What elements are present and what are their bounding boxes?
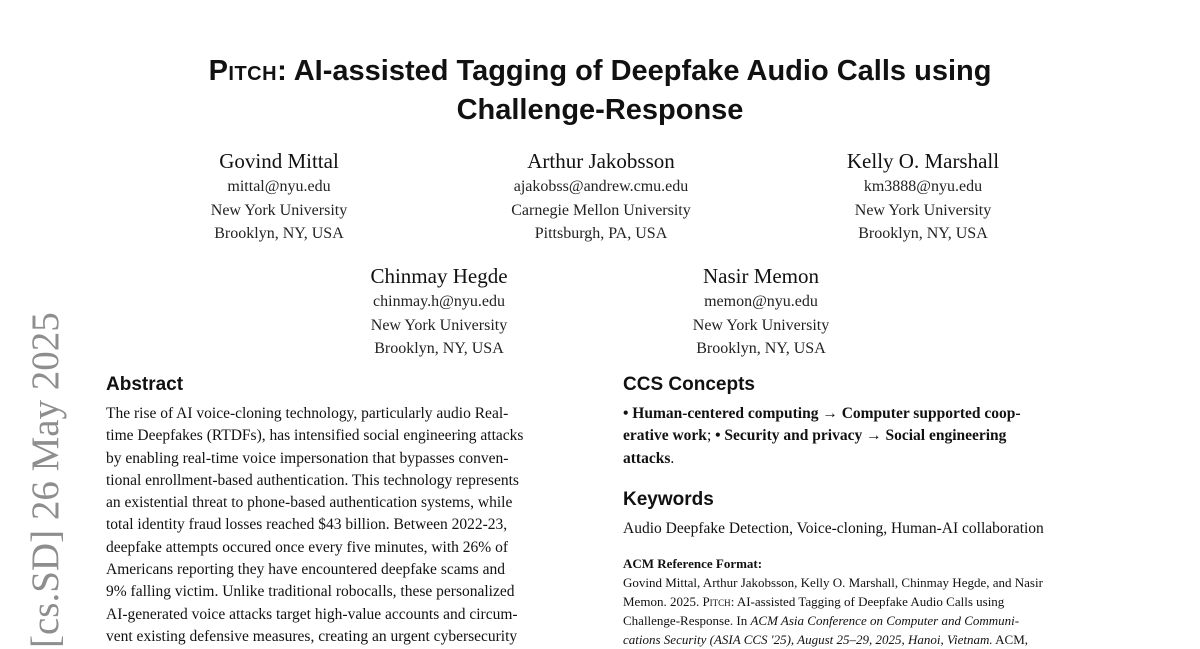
ccs-separator: ; <box>706 427 716 445</box>
title-line-2: Challenge-Response <box>456 94 744 126</box>
acm-reference-line <box>623 611 1109 630</box>
abstract-line: tional enrollment-based authentication. This technology represents <box>106 471 519 489</box>
acm-reference-line <box>623 592 1109 611</box>
keywords-heading: Keywords <box>623 489 714 510</box>
abstract-line: deepfake attempts occured once every five minutes, with 26% of <box>106 538 508 556</box>
author-name: Arthur Jakobsson <box>527 149 675 173</box>
author-name: Nasir Memon <box>702 264 820 288</box>
acm-reference-line: Govind Mittal, Arthur Jakobsson, Kelly O. Marshall, Chinmay Hegde, and Nasir <box>623 575 1043 590</box>
acm-text: : AI-assisted Tagging of Deepfake Audio Calls using <box>730 594 1005 609</box>
author-name: Chinmay Hegde <box>370 264 508 288</box>
author-name: Govind Mittal <box>219 149 339 173</box>
author-affiliation: Carnegie Mellon University <box>511 201 691 219</box>
abstract-line: vent existing defensive measures, creating an urgent cybersecurity <box>106 627 518 645</box>
acm-reference <box>623 554 1109 649</box>
abstract-line: total identity fraud losses reached $43 billion. Between 2022-23, <box>106 516 508 534</box>
acm-system-name: Pitch <box>702 594 731 609</box>
author-location: Brooklyn, NY, USA <box>374 340 504 357</box>
abstract-line: by enabling real-time voice impersonation that bypasses conven- <box>106 449 509 467</box>
author-affiliation: New York University <box>210 201 348 219</box>
author-location: Pittsburgh, PA, USA <box>534 225 668 242</box>
ccs-term: • Security and privacy → Social engineering <box>715 427 1007 445</box>
author-affiliation: New York University <box>854 201 992 219</box>
acm-reference-line <box>623 630 1109 649</box>
ccs-heading: CCS Concepts <box>623 374 755 395</box>
author-block <box>611 263 911 361</box>
ccs-period: . <box>670 449 675 467</box>
keywords-text: Audio Deepfake Detection, Voice-cloning, Human-AI collaboration <box>623 520 1044 537</box>
author-block <box>129 148 429 246</box>
author-block <box>289 263 589 361</box>
acm-text: Challenge-Response. In <box>623 613 751 628</box>
author-block <box>773 148 1073 246</box>
author-email: memon@nyu.edu <box>704 293 818 310</box>
acm-venue: ACM Asia Conference on Computer and Communi- <box>750 613 1020 628</box>
author-location: Brooklyn, NY, USA <box>214 225 344 242</box>
ccs-term: erative work <box>623 427 707 445</box>
author-affiliation: New York University <box>370 316 508 334</box>
author-email: chinmay.h@nyu.edu <box>373 293 505 310</box>
abstract-line: 9% falling victim. Unlike traditional robocalls, these personalized <box>106 583 515 601</box>
title-rest: : AI-assisted Tagging of Deepfake Audio Calls using <box>277 55 992 87</box>
acm-text: Memon. 2025. <box>623 594 703 609</box>
abstract-line: an existential threat to phone-based authentication systems, while <box>106 494 513 512</box>
author-name: Kelly O. Marshall <box>846 149 1000 173</box>
paper-title <box>100 52 1100 130</box>
abstract-heading: Abstract <box>106 374 184 395</box>
ccs-term: attacks <box>623 449 671 467</box>
title-line-1 <box>100 52 1100 91</box>
author-location: Brooklyn, NY, USA <box>858 225 988 242</box>
arxiv-stamp: [cs.SD] 26 May 2025 <box>24 312 67 648</box>
author-email: ajakobss@andrew.cmu.edu <box>513 178 689 195</box>
abstract-line: AI-generated voice attacks target high-value accounts and circum- <box>106 605 518 623</box>
author-email: mittal@nyu.edu <box>227 178 331 195</box>
abstract-line: time Deepfakes (RTDFs), has intensified social engineering attacks <box>106 427 524 445</box>
title-system-name: Pitch <box>208 55 278 87</box>
ccs-body <box>623 403 1099 470</box>
abstract-body <box>106 403 578 648</box>
acm-venue: cations Security (ASIA CCS '25), August 25–29, 2025, Hanoi, Vietnam. <box>623 632 993 647</box>
author-email: km3888@nyu.edu <box>863 178 983 195</box>
arxiv-stamp-container <box>22 300 72 648</box>
acm-reference-label: ACM Reference Format: <box>623 556 763 571</box>
abstract-line: The rise of AI voice-cloning technology, particularly audio Real- <box>106 405 509 422</box>
author-block <box>451 148 751 246</box>
author-location: Brooklyn, NY, USA <box>696 340 826 357</box>
author-affiliation: New York University <box>692 316 830 334</box>
ccs-line: • Human-centered computing → Computer supported coop- <box>623 405 1021 422</box>
acm-text: ACM, <box>992 632 1029 647</box>
abstract-line: Americans reporting they have encountered deepfake scams and <box>106 561 505 579</box>
